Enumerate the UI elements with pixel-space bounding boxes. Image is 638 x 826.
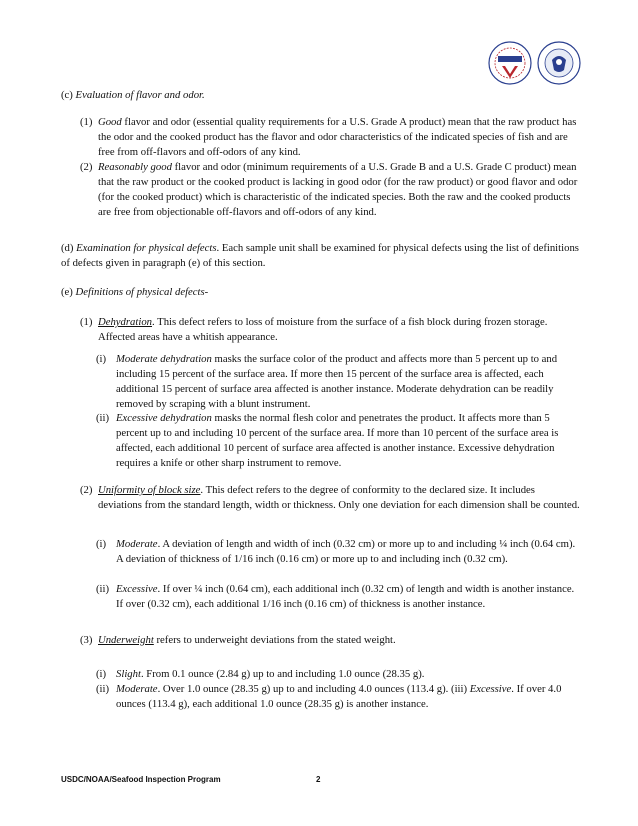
item-text: . This defect refers to loss of moisture from the surface of a fish block during frozen storage. Affected areas have a whitish appearance. [98, 316, 548, 343]
sub-item-term: Excessive dehydration [116, 412, 212, 424]
item-number: (3) [80, 634, 93, 646]
sub-item-text: masks the normal flesh color and penetrates the product. It affects more than 5 percent up to and including 10 percent of the surface area. If more than 10 percent of the surface area is affected, each additional 10 percent of surface area affected is another instance. Excessive dehydration requires a knife or other sharp instrument to remove. [116, 412, 559, 469]
item-number: (1) [80, 116, 93, 128]
section-c-heading [61, 88, 581, 103]
item-term: Reasonably good [98, 161, 172, 173]
item-term: Good [98, 116, 122, 128]
sub-item-number: (ii) [96, 412, 110, 424]
sub-item-number: (ii) [96, 583, 110, 595]
item-text: flavor and odor (essential quality requirements for a U.S. Grade A product) mean that the raw product has the odor and the cooked product has the flavor and odor characteristics of the indicated species of fish and are free from off-flavors and off-odors of any kind. [98, 116, 577, 158]
sub-item-text: . From 0.1 ounce (2.84 g) up to and including 1.0 ounce (28.35 g). [140, 668, 425, 680]
section-c-label: (c) [61, 89, 73, 101]
sub-item-number: (i) [96, 668, 107, 680]
sub-item-text-2: . If over 4.0 ounces (113.4 g), each additional 1.0 ounce (28.35 g) is another instance. [116, 683, 562, 710]
section-d [61, 241, 581, 271]
sub-item-text: . If over ¼ inch (0.64 cm), each additional inch (0.32 cm) of length and width is another instance. If over (0.32 cm), each additional 1/16 inch (0.16 cm) of thickness is another instance. [116, 583, 575, 610]
section-e-heading [61, 285, 581, 300]
sub-item-term: Moderate [116, 538, 158, 550]
sub-item-text: . Over 1.0 ounce (28.35 g) up to and including 4.0 ounces (113.4 g). (iii) [157, 683, 468, 695]
section-d-title: Examination for physical defects [76, 242, 217, 254]
seafood-inspection-seal-icon [489, 42, 531, 84]
sub-item-text: . A deviation of length and width of inch (0.32 cm) or more up to and including ¼ inch (0.64 cm). A deviation of thickness of 1/16 inch (0.16 cm) or more up to and including inch (0.32 cm). [116, 538, 576, 565]
footer-program: USDC/NOAA/Seafood Inspection Program [61, 775, 221, 784]
sub-item-number: (i) [96, 353, 107, 365]
item-text: . This defect refers to the degree of conformity to the declared size. It includes deviations from the standard length, width or thickness. Only one deviation for each dimension shall be counted. [98, 484, 580, 511]
sub-item-term: Moderate dehydration [116, 353, 212, 365]
section-c-title: Evaluation of flavor and odor. [75, 89, 205, 101]
noaa-commerce-seal-icon [538, 42, 580, 84]
item-text: flavor and odor (minimum requirements of a U.S. Grade B and a U.S. Grade C product) mean that the raw product or the cooked product is lacking in good odor (for the raw product) or good flavor and odor (for the cooked product) which is characteristic of the indicated species. Both the raw and the cooked products are free from objectionable off-flavors and off-odors of any kind. [98, 161, 578, 218]
sub-item-number: (ii) [96, 683, 110, 695]
item-number: (1) [80, 316, 93, 328]
section-d-label: (d) [61, 242, 74, 254]
item-number: (2) [80, 484, 93, 496]
item-term: Uniformity of block size [98, 484, 201, 496]
section-e-title: Definitions of physical defects- [75, 286, 209, 298]
item-term: Underweight [98, 634, 154, 646]
section-e-label: (e) [61, 286, 73, 298]
item-number: (2) [80, 161, 93, 173]
sub-item-text: masks the surface color of the product and affects more than 5 percent up to and including 15 percent of the surface area. If more then 15 percent of the surface area is affected, each additional 15 percent of surface area affected is another instance. Moderate dehydration can be readily removed by scraping with a blunt instrument. [116, 353, 558, 410]
sub-item-number: (i) [96, 538, 107, 550]
sub-item-term: Moderate [116, 683, 158, 695]
sub-item-term: Slight [116, 668, 141, 680]
item-term: Dehydration [98, 316, 153, 328]
item-text: refers to underweight deviations from the stated weight. [156, 634, 396, 646]
footer-page-number: 2 [316, 775, 321, 784]
sub-item-term: Excessive [116, 583, 158, 595]
section-d-text: . Each sample unit shall be examined for physical defects using the list of definitions of defects given in paragraph (e) of this section. [61, 242, 579, 269]
sub-item-term-2: Excessive [469, 683, 512, 695]
agency-seals [488, 40, 582, 86]
